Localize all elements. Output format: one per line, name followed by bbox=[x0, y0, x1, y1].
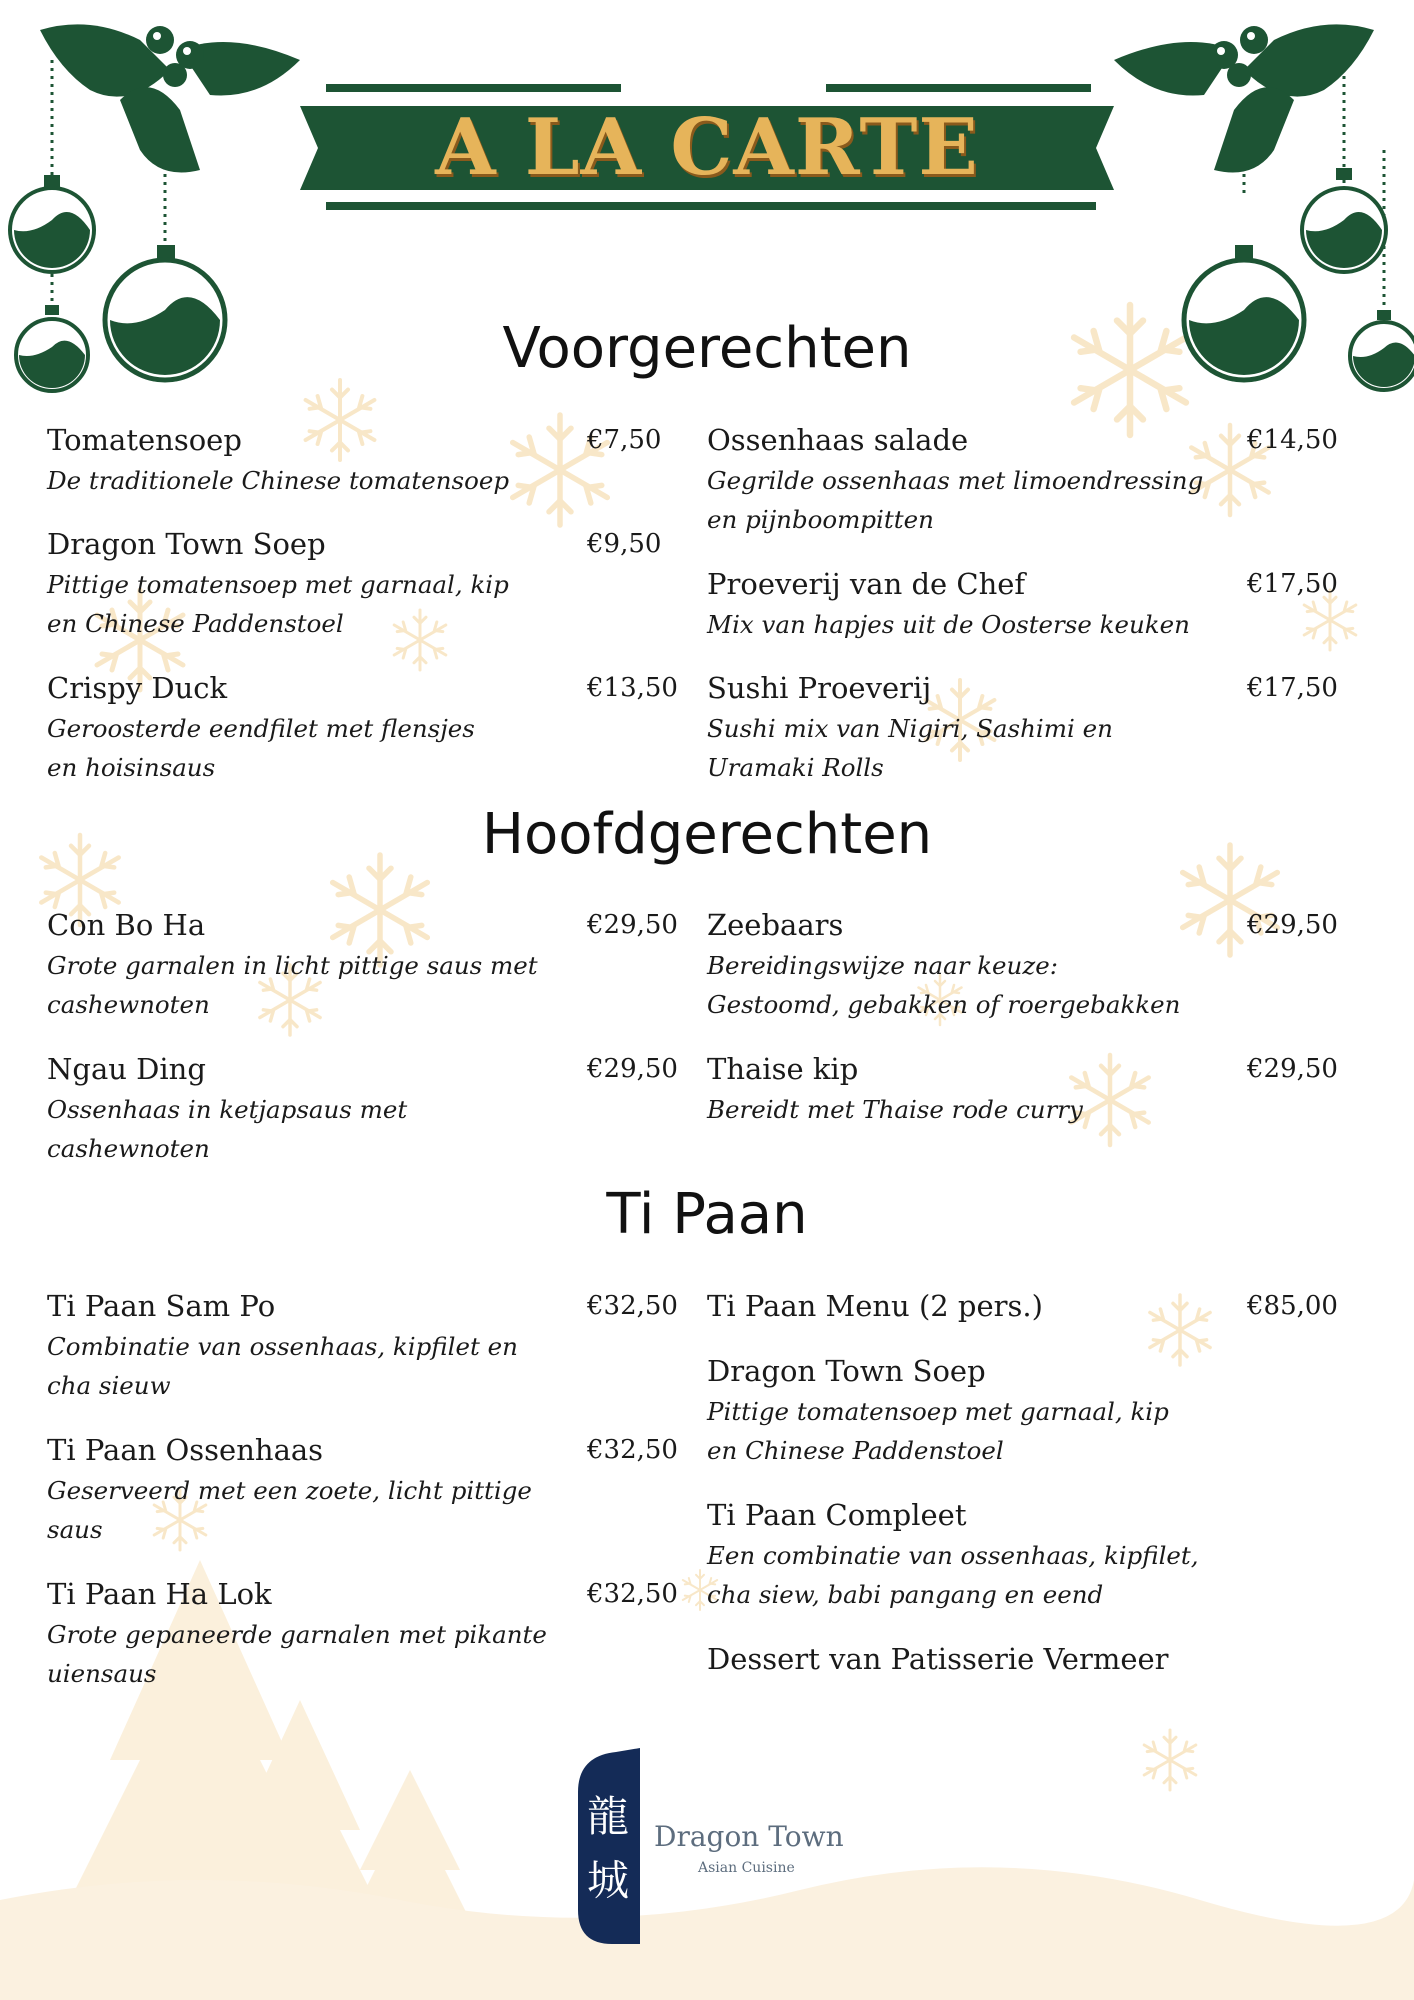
title-banner bbox=[296, 80, 1118, 212]
item-desc: Grote gepaneerde garnalen met pikante bbox=[47, 1620, 547, 1649]
menu-item bbox=[47, 669, 587, 787]
section-title-ti-paan: Ti Paan bbox=[606, 1182, 808, 1247]
item-name: Thaise kip bbox=[707, 1052, 859, 1086]
item-name: Proeverij van de Chef bbox=[707, 567, 1026, 601]
item-name: Ngau Ding bbox=[47, 1052, 206, 1086]
item-price: €9,50 bbox=[587, 529, 662, 559]
item-name: Ti Paan Ossenhaas bbox=[47, 1433, 324, 1467]
menu-item bbox=[47, 525, 587, 643]
set-menu bbox=[707, 1287, 1267, 1325]
page-title: A LA CARTE bbox=[435, 101, 979, 193]
item-desc: cashewnoten bbox=[47, 1134, 210, 1163]
item-desc: saus bbox=[47, 1515, 103, 1544]
item-desc: Grote garnalen in licht pittige saus met bbox=[47, 951, 538, 980]
item-desc: Mix van hapjes uit de Oosterse keuken bbox=[707, 610, 1190, 639]
item-price: €32,50 bbox=[587, 1579, 678, 1609]
item-desc: De traditionele Chinese tomatensoep bbox=[47, 466, 510, 495]
item-price: €29,50 bbox=[1247, 1054, 1338, 1084]
course-name: Dragon Town Soep bbox=[707, 1354, 986, 1388]
item-desc: Sushi mix van Nigiri, Sashimi en bbox=[707, 714, 1113, 743]
item-desc: Uramaki Rolls bbox=[707, 753, 884, 782]
course-name: Dessert van Patisserie Vermeer bbox=[707, 1642, 1169, 1676]
item-desc: Pittige tomatensoep met garnaal, kip bbox=[47, 570, 509, 599]
menu-item bbox=[47, 1431, 587, 1549]
item-price: €17,50 bbox=[1247, 673, 1338, 703]
item-price: €14,50 bbox=[1247, 425, 1338, 455]
menu-item bbox=[707, 565, 1267, 644]
logo-char: 城 bbox=[586, 1856, 629, 1905]
menu-course bbox=[707, 1352, 1267, 1470]
item-name: Ti Paan Sam Po bbox=[47, 1289, 276, 1323]
item-desc: Gestoomd, gebakken of roergebakken bbox=[707, 990, 1181, 1019]
item-price: €29,50 bbox=[587, 1054, 678, 1084]
menu-item bbox=[47, 1050, 587, 1168]
item-price: €29,50 bbox=[587, 910, 678, 940]
item-desc: en Chinese Paddenstoel bbox=[707, 1436, 1004, 1465]
item-name: Con Bo Ha bbox=[47, 908, 206, 942]
menu-item bbox=[707, 421, 1267, 539]
item-price: €7,50 bbox=[587, 425, 662, 455]
item-desc: Geroosterde eendfilet met flensjes bbox=[47, 714, 475, 743]
menu-item bbox=[707, 906, 1267, 1024]
logo-brand: Dragon Town bbox=[654, 1820, 844, 1853]
item-desc: cha siew, babi pangang en eend bbox=[707, 1580, 1104, 1609]
item-desc: cha sieuw bbox=[47, 1371, 171, 1400]
item-desc: uiensaus bbox=[47, 1659, 157, 1688]
item-name: Sushi Proeverij bbox=[707, 671, 932, 705]
item-desc: en Chinese Paddenstoel bbox=[47, 609, 344, 638]
menu-item bbox=[47, 1287, 587, 1405]
logo-tagline: Asian Cuisine bbox=[698, 1860, 795, 1876]
item-desc: Ossenhaas in ketjapsaus met bbox=[47, 1095, 408, 1124]
item-price: €17,50 bbox=[1247, 569, 1338, 599]
item-desc: en pijnboompitten bbox=[707, 505, 934, 534]
course-name: Ti Paan Compleet bbox=[707, 1498, 967, 1532]
menu-course bbox=[707, 1640, 1267, 1678]
section-title-voorgerechten: Voorgerechten bbox=[502, 316, 912, 381]
item-name: Ti Paan Menu (2 pers.) bbox=[707, 1289, 1043, 1323]
menu-item bbox=[707, 669, 1267, 787]
section-title-hoofdgerechten: Hoofdgerechten bbox=[481, 802, 933, 867]
item-price: €32,50 bbox=[587, 1435, 678, 1465]
item-name: Ossenhaas salade bbox=[707, 423, 969, 457]
item-desc: Pittige tomatensoep met garnaal, kip bbox=[707, 1397, 1169, 1426]
item-desc: Bereidt met Thaise rode curry bbox=[707, 1095, 1083, 1124]
logo-emblem-icon bbox=[576, 1748, 646, 1944]
logo-char: 龍 bbox=[586, 1792, 629, 1841]
item-price: €29,50 bbox=[1247, 910, 1338, 940]
menu-item bbox=[707, 1050, 1267, 1129]
restaurant-logo bbox=[576, 1748, 866, 1944]
menu-item bbox=[47, 906, 587, 1024]
item-desc: Een combinatie van ossenhaas, kipfilet, bbox=[707, 1541, 1199, 1570]
item-desc: cashewnoten bbox=[47, 990, 210, 1019]
item-name: Crispy Duck bbox=[47, 671, 228, 705]
menu-course bbox=[707, 1496, 1267, 1614]
menu-item bbox=[47, 421, 587, 500]
item-price: €13,50 bbox=[587, 673, 678, 703]
menu-item bbox=[47, 1575, 587, 1693]
item-name: Zeebaars bbox=[707, 908, 844, 942]
item-desc: Combinatie van ossenhaas, kipfilet en bbox=[47, 1332, 518, 1361]
item-price: €32,50 bbox=[587, 1291, 678, 1321]
item-name: Dragon Town Soep bbox=[47, 527, 326, 561]
item-desc: Geserveerd met een zoete, licht pittige bbox=[47, 1476, 532, 1505]
item-name: Ti Paan Ha Lok bbox=[47, 1577, 272, 1611]
item-desc: Gegrilde ossenhaas met limoendressing bbox=[707, 466, 1204, 495]
item-name: Tomatensoep bbox=[47, 423, 242, 457]
item-desc: en hoisinsaus bbox=[47, 753, 216, 782]
item-price: €85,00 bbox=[1247, 1291, 1338, 1321]
item-desc: Bereidingswijze naar keuze: bbox=[707, 951, 1058, 980]
